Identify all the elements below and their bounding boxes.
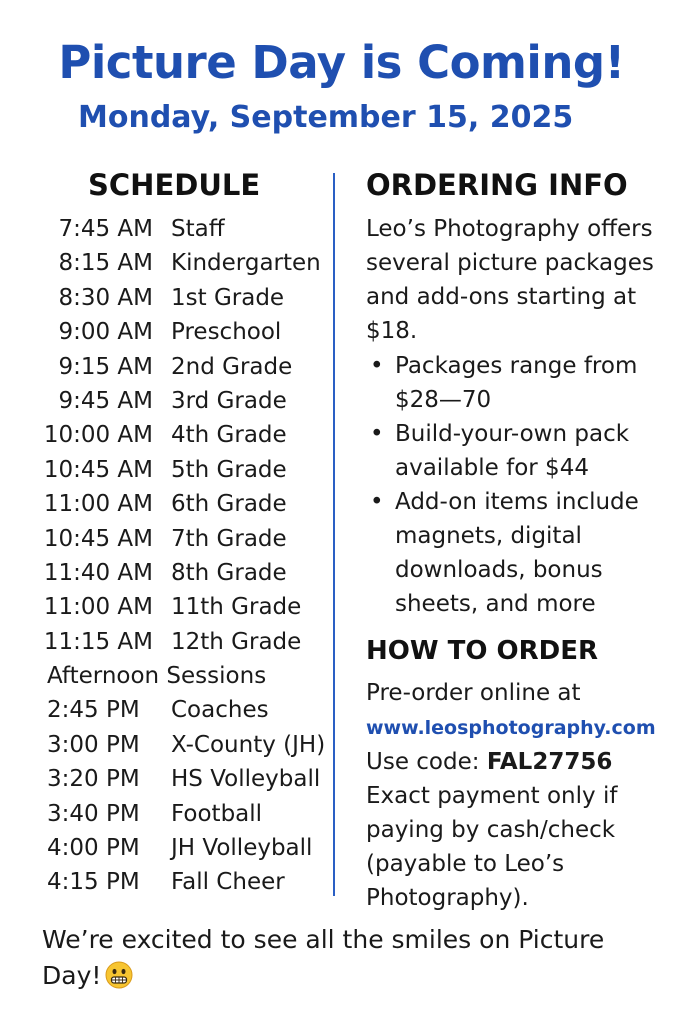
grimacing-face-icon (105, 961, 133, 989)
list-item (366, 485, 666, 621)
event-date: Monday, September 15, 2025 (78, 100, 574, 135)
schedule-time: 11:40 AM (43, 559, 153, 586)
schedule-row (0, 487, 333, 521)
schedule-group: 11th Grade (171, 594, 302, 621)
afternoon-sessions-label: Afternoon Sessions (47, 663, 267, 690)
schedule-row (0, 212, 333, 246)
schedule-group: 3rd Grade (171, 387, 287, 414)
schedule-group: 2nd Grade (171, 353, 293, 380)
schedule-group: X-County (JH) (171, 731, 326, 758)
schedule-time: 11:00 AM (43, 594, 153, 621)
schedule-row (0, 350, 333, 384)
schedule-row (0, 556, 333, 590)
schedule-heading: SCHEDULE (88, 168, 261, 202)
schedule-row (0, 281, 333, 315)
schedule-time: 9:00 AM (58, 319, 153, 346)
schedule-row (0, 418, 333, 452)
schedule-time: 3:40 PM (47, 800, 140, 827)
schedule-group: JH Volleyball (171, 835, 313, 862)
ordering-info-heading: ORDERING INFO (366, 168, 628, 202)
schedule-row (0, 865, 333, 899)
schedule-time: 10:45 AM (43, 456, 153, 483)
closing-text: We’re excited to see all the smiles on Picture Day! (42, 925, 605, 990)
schedule-group: 12th Grade (171, 628, 302, 655)
schedule-row (0, 625, 333, 659)
schedule-time: 9:45 AM (58, 387, 153, 414)
bullet-text: Packages range from $28—70 (395, 353, 638, 413)
schedule-group: HS Volleyball (171, 766, 321, 793)
schedule-time: 4:00 PM (47, 835, 140, 862)
schedule-time: 3:20 PM (47, 766, 140, 793)
schedule-row (0, 728, 333, 762)
schedule-row (0, 453, 333, 487)
payment-note: Exact payment only if paying by cash/check (payable to Leo’s Photography). (366, 783, 618, 911)
schedule-row (0, 315, 333, 349)
schedule-group: Coaches (171, 697, 269, 724)
list-item (366, 417, 666, 485)
schedule-row (0, 831, 333, 865)
schedule-group: 4th Grade (171, 422, 287, 449)
schedule-row (0, 590, 333, 624)
order-website-link[interactable]: www.leosphotography.com (366, 717, 656, 739)
schedule-time: 10:00 AM (43, 422, 153, 449)
schedule-group: 1st Grade (171, 284, 285, 311)
ordering-bullets (366, 349, 666, 621)
closing-message (42, 922, 662, 994)
bullet-icon: • (370, 489, 384, 515)
schedule-row (0, 797, 333, 831)
schedule-group: Staff (171, 216, 225, 242)
schedule-time: 2:45 PM (47, 697, 140, 724)
schedule-group: Fall Cheer (171, 869, 285, 896)
promo-code: FAL27756 (486, 749, 613, 775)
schedule-row (0, 384, 333, 418)
schedule-time: 10:45 AM (43, 525, 153, 552)
ordering-intro: Leo’s Photography offers several picture packages and add-ons starting at $18. (366, 216, 654, 344)
how-to-order-heading: HOW TO ORDER (366, 636, 598, 666)
schedule-group: 7th Grade (171, 525, 287, 552)
schedule-time: 7:45 AM (58, 216, 153, 242)
page-title: Picture Day is Coming! (58, 36, 625, 89)
schedule-row (0, 522, 333, 556)
bullet-text: Add-on items include magnets, digital downloads, bonus sheets, and more (395, 489, 639, 617)
code-label: Use code: (366, 749, 480, 775)
schedule-time: 8:30 AM (58, 284, 153, 311)
schedule-time: 9:15 AM (58, 353, 153, 380)
list-item (366, 349, 666, 417)
bullet-text: Build-your-own pack available for $44 (395, 421, 630, 481)
schedule-list (0, 212, 333, 900)
schedule-group: Football (171, 800, 263, 827)
bullet-icon: • (370, 421, 384, 447)
schedule-group: Preschool (171, 319, 282, 346)
schedule-row (0, 693, 333, 727)
schedule-group: 6th Grade (171, 491, 287, 518)
schedule-row (0, 246, 333, 280)
schedule-time: 11:00 AM (43, 491, 153, 518)
schedule-time: 8:15 AM (58, 250, 153, 277)
how-to-order-body (366, 676, 676, 915)
schedule-time: 4:15 PM (47, 869, 140, 896)
bullet-icon: • (370, 353, 384, 379)
schedule-row (0, 762, 333, 796)
column-divider (333, 173, 335, 896)
schedule-group: 8th Grade (171, 559, 287, 586)
schedule-group: 5th Grade (171, 456, 287, 483)
schedule-group: Kindergarten (171, 250, 321, 277)
preorder-text: Pre-order online at (366, 680, 581, 706)
schedule-time: 11:15 AM (43, 628, 153, 655)
schedule-time: 3:00 PM (47, 731, 140, 758)
